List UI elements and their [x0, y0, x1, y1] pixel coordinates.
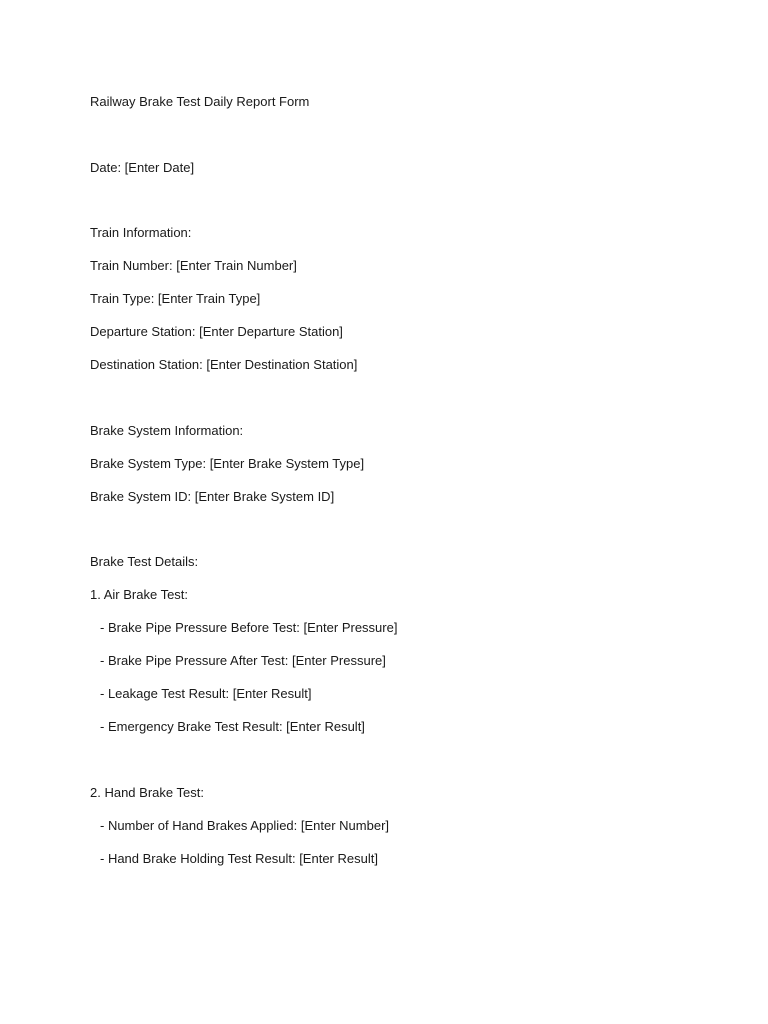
hand-brake-test-heading: 2. Hand Brake Test: — [90, 785, 204, 800]
brake-system-type-field: Brake System Type: [Enter Brake System Type] — [90, 456, 365, 471]
emergency-brake-test-item: - Emergency Brake Test Result: [Enter Result] — [100, 719, 365, 734]
hand-brake-holding-item: - Hand Brake Holding Test Result: [Enter Result] — [100, 851, 378, 866]
brake-test-details-heading: Brake Test Details: — [90, 554, 199, 569]
date-field: Date: [Enter Date] — [90, 160, 195, 175]
pressure-before-test-item: - Brake Pipe Pressure Before Test: [Enter Pressure] — [100, 620, 398, 635]
brake-system-id-field: Brake System ID: [Enter Brake System ID] — [90, 489, 335, 504]
brake-system-info-heading: Brake System Information: — [90, 423, 244, 438]
train-type-field: Train Type: [Enter Train Type] — [90, 291, 261, 306]
leakage-test-item: - Leakage Test Result: [Enter Result] — [100, 686, 312, 701]
hand-brakes-applied-item: - Number of Hand Brakes Applied: [Enter Number] — [100, 818, 390, 833]
train-info-heading: Train Information: — [90, 225, 192, 240]
departure-station-field: Departure Station: [Enter Departure Station] — [90, 324, 343, 339]
document-title: Railway Brake Test Daily Report Form — [90, 94, 310, 109]
air-brake-test-heading: 1. Air Brake Test: — [90, 587, 189, 602]
destination-station-field: Destination Station: [Enter Destination Station] — [90, 357, 358, 372]
train-number-field: Train Number: [Enter Train Number] — [90, 258, 297, 273]
pressure-after-test-item: - Brake Pipe Pressure After Test: [Enter Pressure] — [100, 653, 386, 668]
